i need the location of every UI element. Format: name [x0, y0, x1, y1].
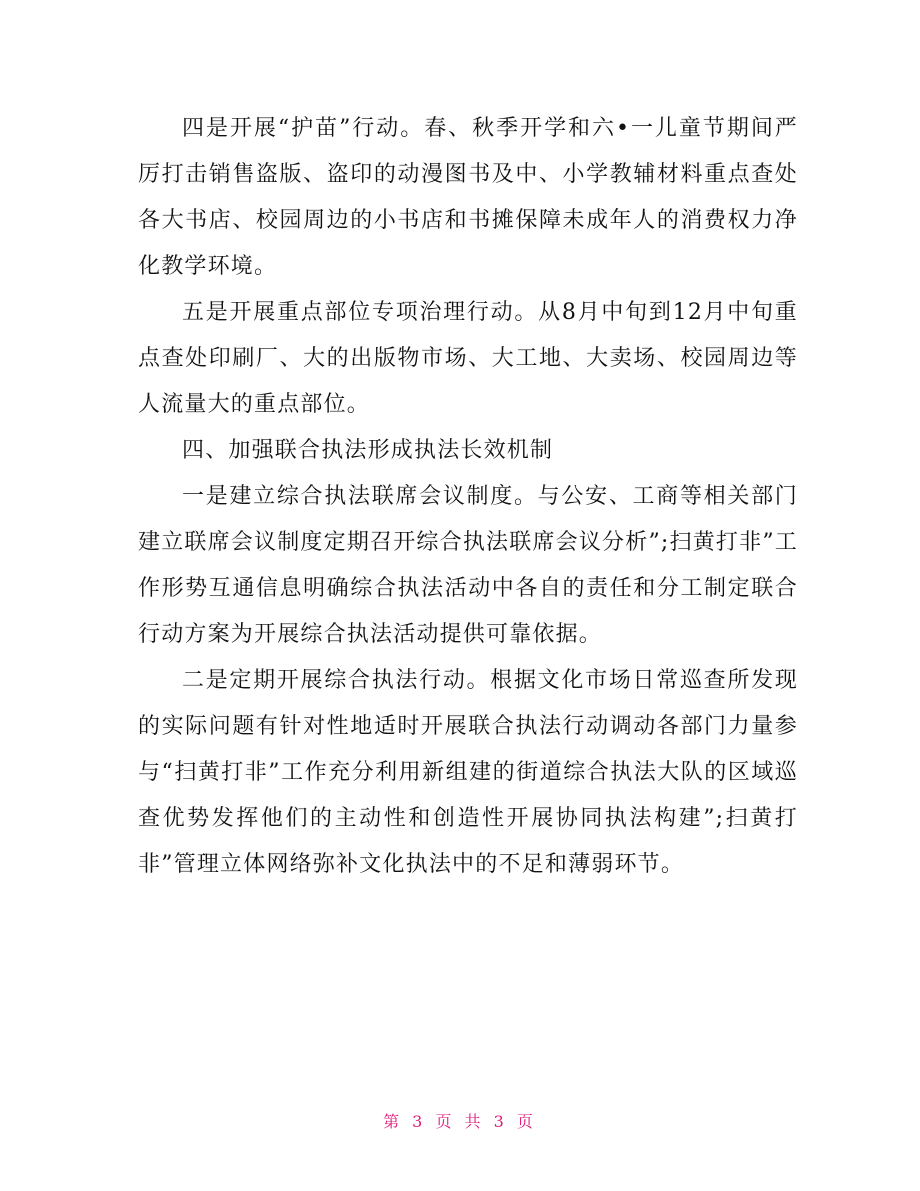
page-number-footer: 第 3 页 共 3 页	[383, 1112, 537, 1131]
paragraph-joint-meeting-system: 一是建立综合执法联席会议制度。与公安、工商等相关部门建立联席会议制度定期召开综合执法联席会议分析”;扫黄打非”工作形势互通信息明确综合执法活动中各自的责任和分工制定联合行动方案为开展综合执法活动提供可靠依据。	[138, 484, 798, 647]
paragraph-protect-seedlings: 四是开展“护苗”行动。春、秋季开学和六•一儿童节期间严厉打击销售盗版、盗印的动漫图书及中、小学教辅材料重点查处各大书店、校园周边的小书店和书摊保障未成年人的消费权力净化教学环境。	[138, 116, 798, 279]
paragraph-regular-enforcement: 二是定期开展综合执法行动。根据文化市场日常巡查所发现的实际问题有针对性地适时开展联合执法行动调动各部门力量参与“扫黄打非”工作充分利用新组建的街道综合执法大队的区域巡查优势发挥他们的主动性和创造性开展协同执法构建”;扫黄打非”管理立体网络弥补文化执法中的不足和薄弱环节。	[138, 668, 798, 877]
document-body	[138, 106, 798, 888]
section-heading-joint-enforcement: 四、加强联合执法形成执法长效机制	[182, 438, 554, 463]
paragraph-key-locations: 五是开展重点部位专项治理行动。从8月中旬到12月中旬重点查处印刷厂、大的出版物市场、大工地、大卖场、校园周边等人流量大的重点部位。	[138, 300, 798, 417]
